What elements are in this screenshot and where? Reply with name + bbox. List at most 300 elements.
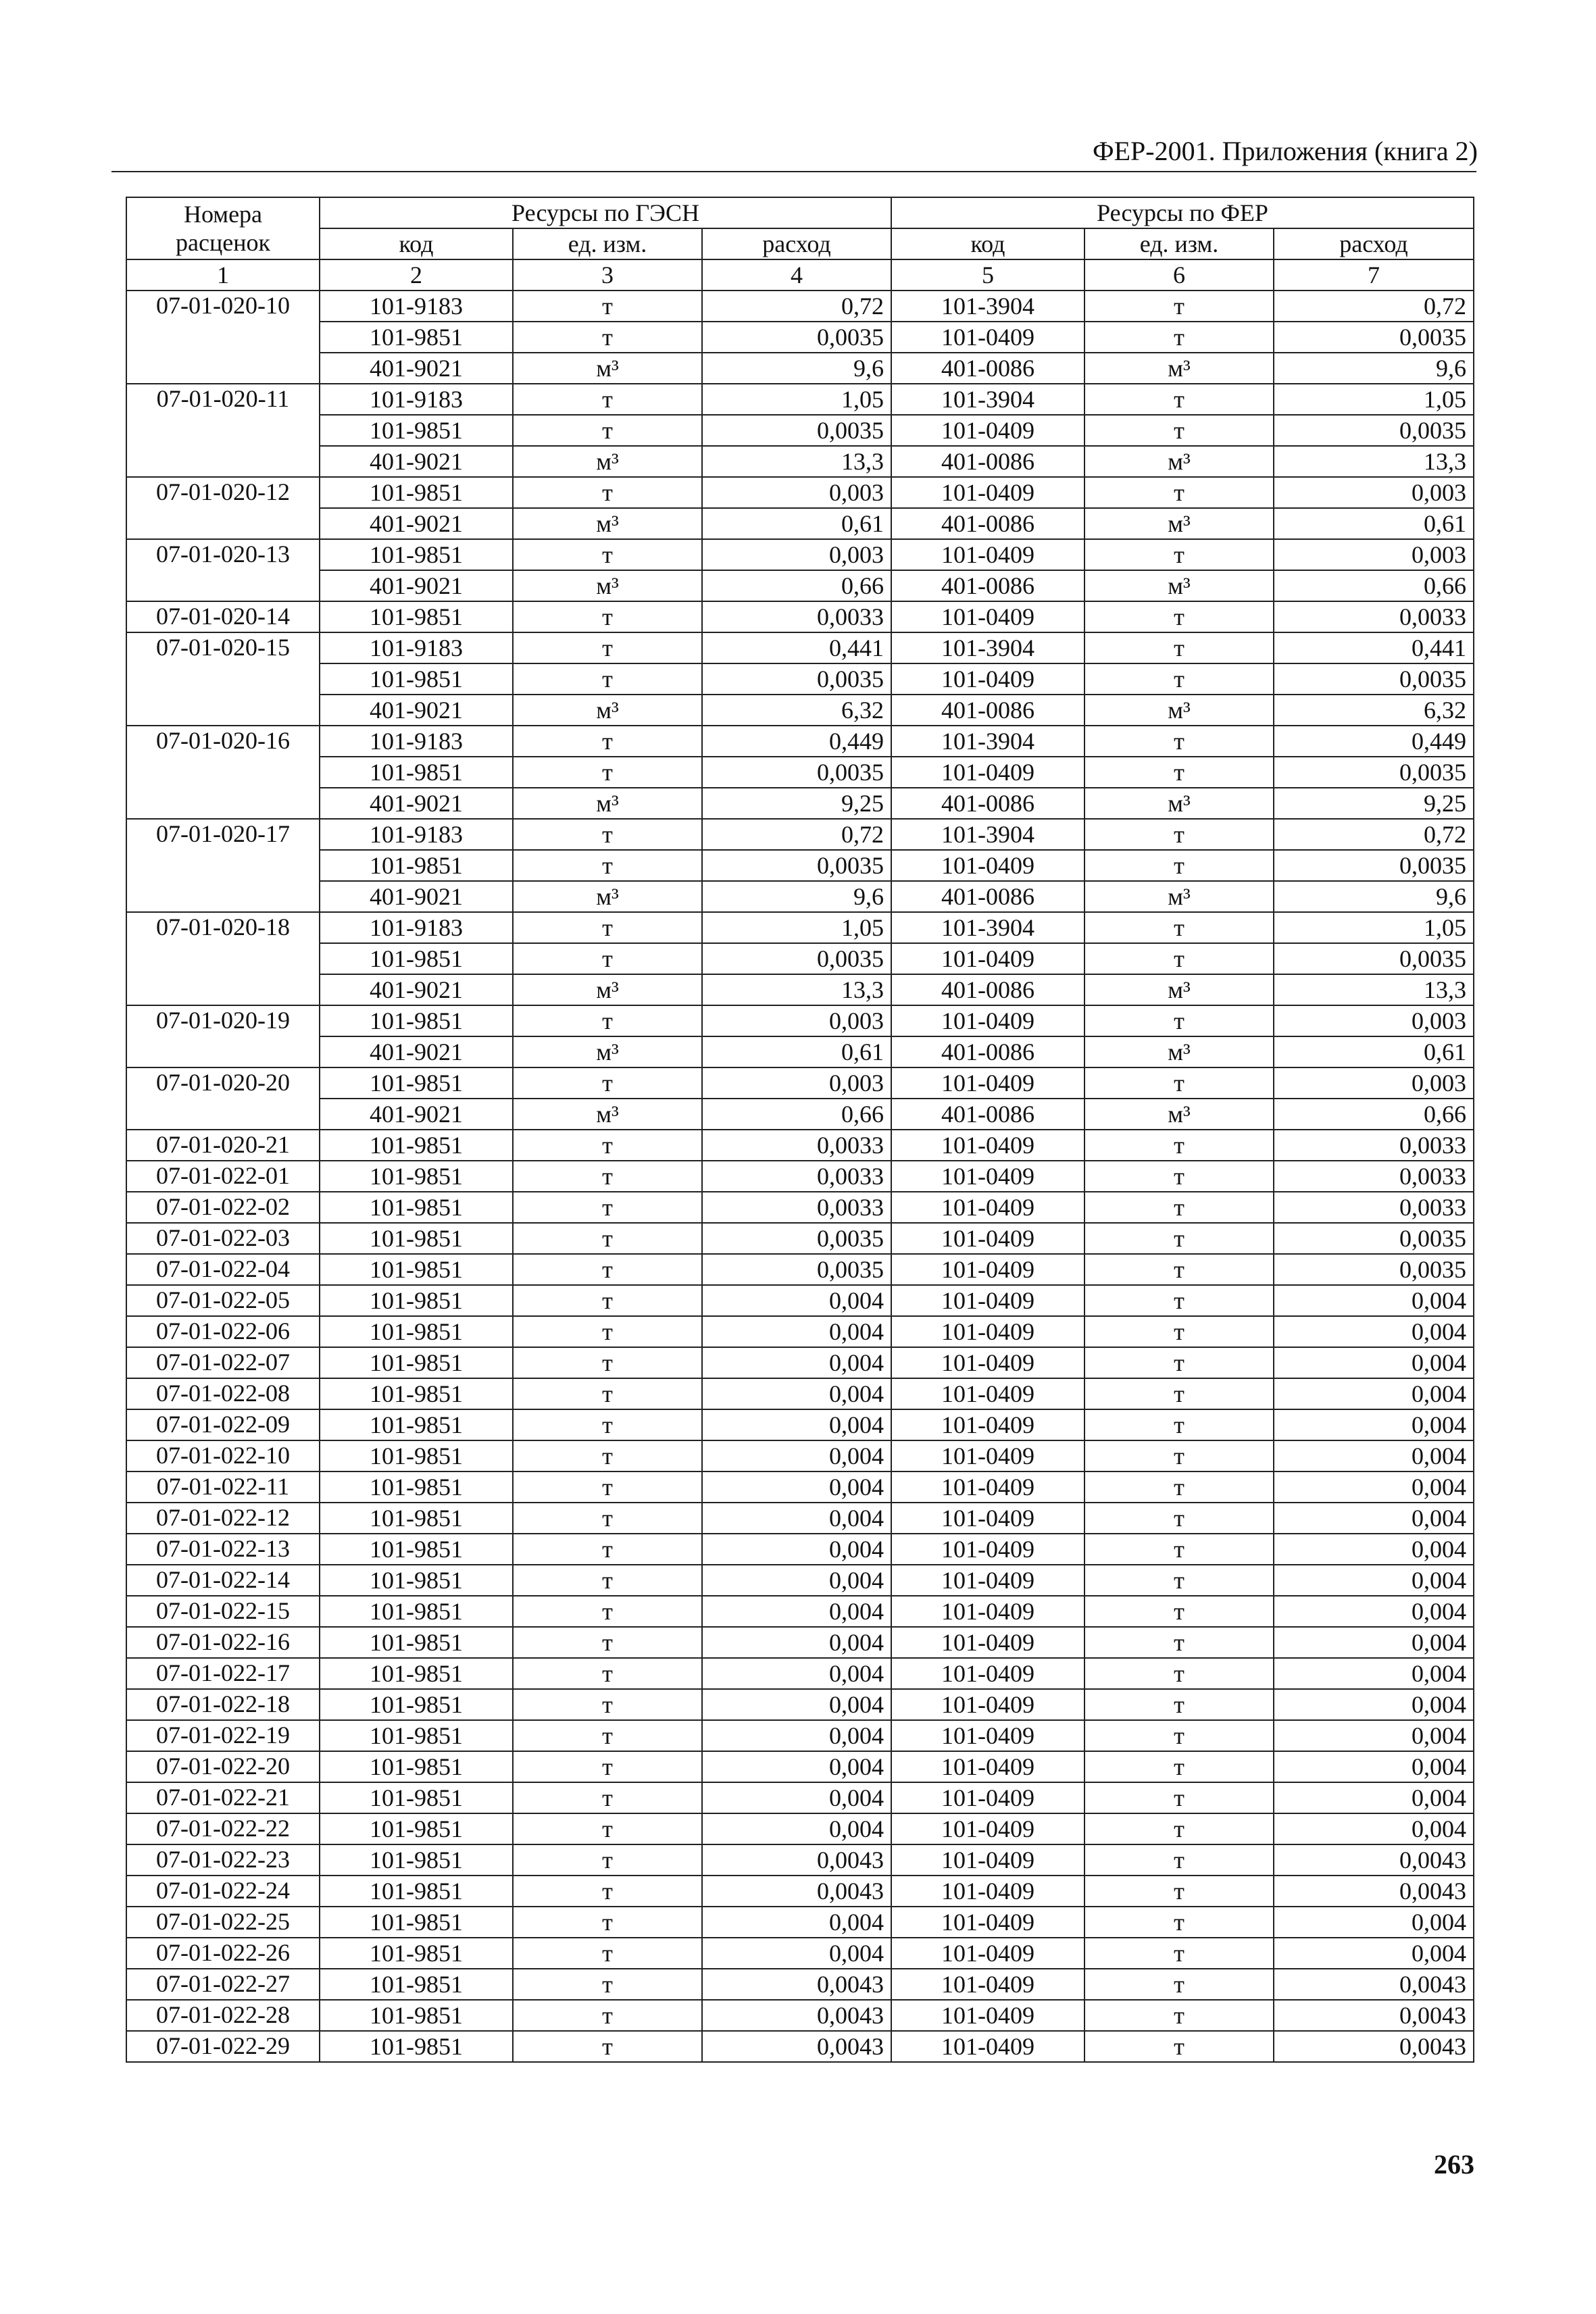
table-row bbox=[126, 1876, 1474, 1907]
gesn-code-cell: 401-9021 bbox=[320, 881, 513, 912]
rate-number: 07-01-022-11 bbox=[126, 1472, 320, 1503]
rate-number: 07-01-022-17 bbox=[126, 1658, 320, 1689]
rate-number: 07-01-022-18 bbox=[126, 1689, 320, 1720]
rate-number: 07-01-020-17 bbox=[126, 819, 320, 912]
fer-consumption-cell: 0,004 bbox=[1274, 1565, 1474, 1596]
fer-consumption-cell: 0,004 bbox=[1274, 1316, 1474, 1347]
gesn-code-cell: 101-9851 bbox=[320, 601, 513, 632]
table-row bbox=[126, 2000, 1474, 2031]
rate-number: 07-01-022-04 bbox=[126, 1254, 320, 1285]
table-row bbox=[126, 819, 1474, 850]
fer-code-cell: 101-0409 bbox=[891, 1534, 1084, 1565]
table-row bbox=[126, 881, 1474, 912]
fer-consumption-cell: 0,004 bbox=[1274, 1720, 1474, 1751]
table-row bbox=[126, 539, 1474, 570]
fer-consumption-cell: 0,004 bbox=[1274, 1285, 1474, 1316]
gesn-consumption-cell: 0,61 bbox=[702, 508, 891, 539]
gesn-code-cell: 101-9851 bbox=[320, 1534, 513, 1565]
gesn-code-cell: 101-9851 bbox=[320, 1347, 513, 1378]
rate-number: 07-01-022-19 bbox=[126, 1720, 320, 1751]
table-row bbox=[126, 1130, 1474, 1161]
fer-consumption-cell: 0,004 bbox=[1274, 1378, 1474, 1409]
table-row bbox=[126, 446, 1474, 477]
gesn-code-cell: 101-9851 bbox=[320, 1658, 513, 1689]
rate-number: 07-01-022-05 bbox=[126, 1285, 320, 1316]
table-row bbox=[126, 757, 1474, 788]
fer-consumption-cell: 0,004 bbox=[1274, 1813, 1474, 1844]
gesn-unit-cell: т bbox=[513, 1689, 702, 1720]
gesn-unit-cell: т bbox=[513, 1503, 702, 1534]
fer-consumption-cell: 0,0033 bbox=[1274, 1130, 1474, 1161]
rate-number: 07-01-022-07 bbox=[126, 1347, 320, 1378]
gesn-consumption-cell: 1,05 bbox=[702, 384, 891, 415]
gesn-unit-cell: т bbox=[513, 477, 702, 508]
fer-code-cell: 101-0409 bbox=[891, 1254, 1084, 1285]
fer-code-cell: 101-3904 bbox=[891, 912, 1084, 943]
col-rates-header: Номера расценок bbox=[126, 197, 320, 259]
column-number: 7 bbox=[1274, 259, 1474, 291]
column-number: 1 bbox=[126, 259, 320, 291]
gesn-unit-cell: т bbox=[513, 663, 702, 695]
fer-unit-cell: т bbox=[1084, 1285, 1274, 1316]
fer-code-cell: 101-0409 bbox=[891, 1813, 1084, 1844]
fer-consumption-cell: 0,004 bbox=[1274, 1347, 1474, 1378]
fer-unit-cell: т bbox=[1084, 1658, 1274, 1689]
fer-unit-cell: т bbox=[1084, 1409, 1274, 1440]
fer-code-cell: 101-0409 bbox=[891, 1161, 1084, 1192]
table-row bbox=[126, 1409, 1474, 1440]
fer-code-cell: 101-0409 bbox=[891, 1596, 1084, 1627]
fer-consumption-cell: 9,25 bbox=[1274, 788, 1474, 819]
gesn-code-cell: 101-9851 bbox=[320, 1440, 513, 1472]
fer-unit-cell: т bbox=[1084, 1565, 1274, 1596]
gesn-code-cell: 101-9851 bbox=[320, 850, 513, 881]
fer-consumption-cell: 0,003 bbox=[1274, 1005, 1474, 1036]
gesn-unit-cell: т bbox=[513, 1844, 702, 1876]
rate-number: 07-01-022-27 bbox=[126, 1969, 320, 2000]
table-row bbox=[126, 601, 1474, 632]
fer-code-cell: 401-0086 bbox=[891, 570, 1084, 601]
table-row bbox=[126, 570, 1474, 601]
fer-consumption-cell: 0,004 bbox=[1274, 1596, 1474, 1627]
fer-consumption-cell: 0,003 bbox=[1274, 1067, 1474, 1099]
fer-consumption-cell: 0,004 bbox=[1274, 1751, 1474, 1782]
gesn-code-cell: 101-9851 bbox=[320, 1192, 513, 1223]
fer-code-cell: 401-0086 bbox=[891, 788, 1084, 819]
gesn-unit-cell: м³ bbox=[513, 446, 702, 477]
fer-code-cell: 401-0086 bbox=[891, 1036, 1084, 1067]
gesn-code-cell: 401-9021 bbox=[320, 788, 513, 819]
fer-unit-cell: т bbox=[1084, 1223, 1274, 1254]
fer-consumption-cell: 0,004 bbox=[1274, 1938, 1474, 1969]
rate-number: 07-01-022-20 bbox=[126, 1751, 320, 1782]
gesn-code-cell: 101-9851 bbox=[320, 1378, 513, 1409]
rate-number: 07-01-020-21 bbox=[126, 1130, 320, 1161]
fer-unit-cell: т bbox=[1084, 1720, 1274, 1751]
gesn-consumption-cell: 0,0043 bbox=[702, 2000, 891, 2031]
fer-consumption-header: расход bbox=[1274, 228, 1474, 259]
gesn-unit-cell: т bbox=[513, 1969, 702, 2000]
fer-unit-cell: т bbox=[1084, 1813, 1274, 1844]
fer-code-cell: 101-0409 bbox=[891, 1285, 1084, 1316]
fer-consumption-cell: 0,449 bbox=[1274, 726, 1474, 757]
table-row bbox=[126, 1658, 1474, 1689]
rate-number: 07-01-022-03 bbox=[126, 1223, 320, 1254]
gesn-code-cell: 101-9851 bbox=[320, 1720, 513, 1751]
fer-unit-cell: м³ bbox=[1084, 1036, 1274, 1067]
fer-consumption-cell: 0,004 bbox=[1274, 1503, 1474, 1534]
table-row bbox=[126, 508, 1474, 539]
fer-consumption-cell: 0,0043 bbox=[1274, 2000, 1474, 2031]
table-row bbox=[126, 291, 1474, 322]
gesn-unit-cell: т bbox=[513, 850, 702, 881]
fer-consumption-cell: 13,3 bbox=[1274, 974, 1474, 1005]
fer-unit-cell: т bbox=[1084, 632, 1274, 663]
fer-code-cell: 101-0409 bbox=[891, 322, 1084, 353]
gesn-unit-cell: т bbox=[513, 1876, 702, 1907]
gesn-unit-cell: т bbox=[513, 2031, 702, 2062]
fer-code-cell: 101-0409 bbox=[891, 1130, 1084, 1161]
table-row bbox=[126, 353, 1474, 384]
rate-number: 07-01-022-08 bbox=[126, 1378, 320, 1409]
gesn-code-cell: 101-9183 bbox=[320, 291, 513, 322]
gesn-unit-cell: т bbox=[513, 1005, 702, 1036]
gesn-code-cell: 101-9851 bbox=[320, 1067, 513, 1099]
fer-unit-cell: т bbox=[1084, 601, 1274, 632]
fer-code-cell: 101-0409 bbox=[891, 1720, 1084, 1751]
gesn-consumption-cell: 1,05 bbox=[702, 912, 891, 943]
fer-code-cell: 101-0409 bbox=[891, 477, 1084, 508]
rate-number: 07-01-022-10 bbox=[126, 1440, 320, 1472]
fer-consumption-cell: 0,0035 bbox=[1274, 1223, 1474, 1254]
gesn-unit-cell: т bbox=[513, 1782, 702, 1813]
fer-unit-cell: т bbox=[1084, 1689, 1274, 1720]
gesn-unit-cell: т bbox=[513, 819, 702, 850]
gesn-unit-cell: т bbox=[513, 1658, 702, 1689]
gesn-consumption-cell: 0,004 bbox=[702, 1782, 891, 1813]
fer-unit-cell: т bbox=[1084, 1876, 1274, 1907]
fer-unit-cell: т bbox=[1084, 1503, 1274, 1534]
fer-consumption-cell: 0,0035 bbox=[1274, 322, 1474, 353]
column-number: 5 bbox=[891, 259, 1084, 291]
fer-code-cell: 401-0086 bbox=[891, 1099, 1084, 1130]
fer-code-cell: 101-3904 bbox=[891, 384, 1084, 415]
gesn-consumption-cell: 0,004 bbox=[702, 1627, 891, 1658]
gesn-consumption-cell: 0,004 bbox=[702, 1658, 891, 1689]
fer-unit-cell: м³ bbox=[1084, 1099, 1274, 1130]
table-row bbox=[126, 2031, 1474, 2062]
gesn-unit-cell: т bbox=[513, 2000, 702, 2031]
rate-number: 07-01-022-25 bbox=[126, 1907, 320, 1938]
gesn-code-cell: 101-9851 bbox=[320, 1844, 513, 1876]
rate-number: 07-01-020-14 bbox=[126, 601, 320, 632]
gesn-consumption-cell: 6,32 bbox=[702, 695, 891, 726]
fer-unit-cell: т bbox=[1084, 1378, 1274, 1409]
gesn-unit-cell: т bbox=[513, 1440, 702, 1472]
gesn-code-cell: 101-9851 bbox=[320, 663, 513, 695]
fer-consumption-cell: 0,004 bbox=[1274, 1534, 1474, 1565]
fer-consumption-cell: 0,0043 bbox=[1274, 2031, 1474, 2062]
rate-number: 07-01-022-16 bbox=[126, 1627, 320, 1658]
gesn-unit-cell: т bbox=[513, 1938, 702, 1969]
fer-consumption-cell: 0,0035 bbox=[1274, 850, 1474, 881]
gesn-consumption-cell: 0,004 bbox=[702, 1689, 891, 1720]
gesn-unit-cell: т bbox=[513, 1067, 702, 1099]
gesn-unit-cell: т bbox=[513, 943, 702, 974]
fer-code-cell: 101-0409 bbox=[891, 1876, 1084, 1907]
gesn-consumption-cell: 0,0033 bbox=[702, 1161, 891, 1192]
gesn-consumption-cell: 0,004 bbox=[702, 1751, 891, 1782]
fer-unit-cell: т bbox=[1084, 912, 1274, 943]
fer-code-cell: 101-0409 bbox=[891, 850, 1084, 881]
fer-code-cell: 101-0409 bbox=[891, 1689, 1084, 1720]
fer-consumption-cell: 0,004 bbox=[1274, 1440, 1474, 1472]
fer-unit-cell: т bbox=[1084, 1596, 1274, 1627]
group-gesn-header: Ресурсы по ГЭСН bbox=[320, 197, 891, 228]
table-row bbox=[126, 1192, 1474, 1223]
gesn-consumption-cell: 0,0035 bbox=[702, 850, 891, 881]
gesn-code-cell: 101-9851 bbox=[320, 1472, 513, 1503]
gesn-unit-cell: т bbox=[513, 1813, 702, 1844]
gesn-code-cell: 101-9851 bbox=[320, 1969, 513, 2000]
table-row bbox=[126, 1036, 1474, 1067]
gesn-unit-cell: т bbox=[513, 601, 702, 632]
group-fer-header: Ресурсы по ФЕР bbox=[891, 197, 1474, 228]
fer-unit-cell: т bbox=[1084, 1844, 1274, 1876]
gesn-consumption-cell: 0,66 bbox=[702, 570, 891, 601]
gesn-code-cell: 101-9851 bbox=[320, 1627, 513, 1658]
gesn-code-cell: 101-9851 bbox=[320, 1689, 513, 1720]
table-row bbox=[126, 1627, 1474, 1658]
table-row bbox=[126, 943, 1474, 974]
gesn-consumption-cell: 0,004 bbox=[702, 1378, 891, 1409]
rate-number: 07-01-022-21 bbox=[126, 1782, 320, 1813]
fer-consumption-cell: 0,0043 bbox=[1274, 1844, 1474, 1876]
gesn-unit-cell: т bbox=[513, 322, 702, 353]
gesn-consumption-cell: 0,004 bbox=[702, 1907, 891, 1938]
table-row bbox=[126, 1378, 1474, 1409]
gesn-unit-cell: т bbox=[513, 632, 702, 663]
gesn-code-cell: 101-9851 bbox=[320, 1005, 513, 1036]
gesn-code-cell: 101-9851 bbox=[320, 2031, 513, 2062]
fer-consumption-cell: 0,72 bbox=[1274, 291, 1474, 322]
table-row bbox=[126, 1751, 1474, 1782]
gesn-consumption-cell: 0,004 bbox=[702, 1285, 891, 1316]
page-number: 263 bbox=[1434, 2149, 1474, 2180]
gesn-code-cell: 101-9851 bbox=[320, 943, 513, 974]
fer-unit-cell: т bbox=[1084, 1907, 1274, 1938]
fer-consumption-cell: 0,0035 bbox=[1274, 415, 1474, 446]
gesn-code-cell: 401-9021 bbox=[320, 1099, 513, 1130]
fer-code-cell: 101-0409 bbox=[891, 1316, 1084, 1347]
fer-code-cell: 101-0409 bbox=[891, 415, 1084, 446]
fer-unit-cell: т bbox=[1084, 1969, 1274, 2000]
gesn-consumption-cell: 0,003 bbox=[702, 477, 891, 508]
fer-code-cell: 101-0409 bbox=[891, 601, 1084, 632]
table-row bbox=[126, 1689, 1474, 1720]
table-row bbox=[126, 477, 1474, 508]
gesn-unit-cell: т bbox=[513, 1720, 702, 1751]
rate-number: 07-01-020-19 bbox=[126, 1005, 320, 1067]
table-row bbox=[126, 1254, 1474, 1285]
gesn-consumption-cell: 0,66 bbox=[702, 1099, 891, 1130]
table-row bbox=[126, 695, 1474, 726]
gesn-consumption-cell: 0,004 bbox=[702, 1813, 891, 1844]
fer-unit-cell: т bbox=[1084, 415, 1274, 446]
fer-unit-cell: т bbox=[1084, 291, 1274, 322]
gesn-unit-cell: т bbox=[513, 1223, 702, 1254]
gesn-code-cell: 101-9851 bbox=[320, 1876, 513, 1907]
fer-consumption-cell: 0,003 bbox=[1274, 539, 1474, 570]
gesn-unit-cell: т bbox=[513, 384, 702, 415]
table-row bbox=[126, 415, 1474, 446]
table-row bbox=[126, 632, 1474, 663]
fer-code-cell: 101-3904 bbox=[891, 726, 1084, 757]
fer-consumption-cell: 1,05 bbox=[1274, 384, 1474, 415]
gesn-code-cell: 101-9851 bbox=[320, 1223, 513, 1254]
fer-code-cell: 101-0409 bbox=[891, 1347, 1084, 1378]
gesn-unit-cell: т bbox=[513, 1907, 702, 1938]
fer-unit-cell: т bbox=[1084, 477, 1274, 508]
table-row bbox=[126, 1844, 1474, 1876]
gesn-code-cell: 101-9851 bbox=[320, 1503, 513, 1534]
fer-code-cell: 101-0409 bbox=[891, 1844, 1084, 1876]
fer-unit-cell: т bbox=[1084, 1161, 1274, 1192]
gesn-code-cell: 101-9851 bbox=[320, 1782, 513, 1813]
fer-code-header: код bbox=[891, 228, 1084, 259]
fer-code-cell: 401-0086 bbox=[891, 974, 1084, 1005]
gesn-consumption-cell: 0,0033 bbox=[702, 1192, 891, 1223]
table-row bbox=[126, 1440, 1474, 1472]
gesn-unit-cell: т bbox=[513, 1627, 702, 1658]
rate-number: 07-01-020-11 bbox=[126, 384, 320, 477]
fer-code-cell: 101-0409 bbox=[891, 1440, 1084, 1472]
fer-consumption-cell: 0,004 bbox=[1274, 1658, 1474, 1689]
fer-consumption-cell: 0,004 bbox=[1274, 1627, 1474, 1658]
gesn-unit-cell: т bbox=[513, 912, 702, 943]
table-row bbox=[126, 1503, 1474, 1534]
table-row bbox=[126, 1285, 1474, 1316]
fer-code-cell: 101-0409 bbox=[891, 943, 1084, 974]
gesn-unit-cell: т bbox=[513, 1534, 702, 1565]
gesn-consumption-cell: 0,003 bbox=[702, 1005, 891, 1036]
gesn-unit-cell: м³ bbox=[513, 788, 702, 819]
fer-code-cell: 101-0409 bbox=[891, 1658, 1084, 1689]
table-row bbox=[126, 1720, 1474, 1751]
gesn-unit-cell: м³ bbox=[513, 1036, 702, 1067]
fer-unit-cell: т bbox=[1084, 1938, 1274, 1969]
gesn-consumption-cell: 9,25 bbox=[702, 788, 891, 819]
gesn-code-cell: 401-9021 bbox=[320, 446, 513, 477]
gesn-code-cell: 101-9183 bbox=[320, 819, 513, 850]
gesn-consumption-cell: 0,0043 bbox=[702, 1876, 891, 1907]
gesn-code-cell: 101-9851 bbox=[320, 1813, 513, 1844]
gesn-consumption-cell: 0,72 bbox=[702, 819, 891, 850]
gesn-code-cell: 101-9851 bbox=[320, 1130, 513, 1161]
gesn-consumption-cell: 0,004 bbox=[702, 1440, 891, 1472]
fer-unit-cell: т bbox=[1084, 1751, 1274, 1782]
fer-code-cell: 101-0409 bbox=[891, 2000, 1084, 2031]
rate-number: 07-01-022-12 bbox=[126, 1503, 320, 1534]
fer-code-cell: 101-0409 bbox=[891, 1378, 1084, 1409]
gesn-consumption-cell: 0,004 bbox=[702, 1938, 891, 1969]
table-row bbox=[126, 1472, 1474, 1503]
column-numbers-row bbox=[126, 259, 1474, 291]
fer-code-cell: 101-0409 bbox=[891, 2031, 1084, 2062]
table-row bbox=[126, 322, 1474, 353]
gesn-code-cell: 101-9851 bbox=[320, 2000, 513, 2031]
gesn-code-cell: 401-9021 bbox=[320, 695, 513, 726]
gesn-consumption-cell: 0,0043 bbox=[702, 1844, 891, 1876]
gesn-consumption-cell: 0,004 bbox=[702, 1347, 891, 1378]
column-number: 2 bbox=[320, 259, 513, 291]
gesn-code-cell: 401-9021 bbox=[320, 353, 513, 384]
fer-code-cell: 101-0409 bbox=[891, 1223, 1084, 1254]
gesn-code-cell: 101-9851 bbox=[320, 415, 513, 446]
table-row bbox=[126, 1782, 1474, 1813]
gesn-unit-cell: т bbox=[513, 726, 702, 757]
fer-unit-cell: т bbox=[1084, 1316, 1274, 1347]
gesn-code-cell: 101-9851 bbox=[320, 1161, 513, 1192]
fer-consumption-cell: 0,441 bbox=[1274, 632, 1474, 663]
table-row bbox=[126, 1813, 1474, 1844]
gesn-unit-cell: м³ bbox=[513, 881, 702, 912]
fer-code-cell: 101-3904 bbox=[891, 632, 1084, 663]
rate-number: 07-01-022-09 bbox=[126, 1409, 320, 1440]
table-row bbox=[126, 974, 1474, 1005]
fer-unit-cell: т bbox=[1084, 1254, 1274, 1285]
gesn-consumption-cell: 9,6 bbox=[702, 353, 891, 384]
fer-consumption-cell: 0,004 bbox=[1274, 1782, 1474, 1813]
table-row bbox=[126, 1067, 1474, 1099]
fer-unit-cell: т bbox=[1084, 1627, 1274, 1658]
fer-unit-cell: т bbox=[1084, 943, 1274, 974]
gesn-unit-cell: т bbox=[513, 1316, 702, 1347]
fer-code-cell: 101-0409 bbox=[891, 1409, 1084, 1440]
fer-consumption-cell: 0,0035 bbox=[1274, 757, 1474, 788]
gesn-consumption-cell: 0,004 bbox=[702, 1409, 891, 1440]
fer-unit-cell: т bbox=[1084, 663, 1274, 695]
fer-code-cell: 101-0409 bbox=[891, 1627, 1084, 1658]
gesn-unit-cell: т bbox=[513, 1409, 702, 1440]
gesn-code-cell: 101-9183 bbox=[320, 912, 513, 943]
gesn-consumption-cell: 0,61 bbox=[702, 1036, 891, 1067]
table-body bbox=[126, 291, 1474, 2062]
header-rule bbox=[111, 171, 1476, 172]
gesn-code-cell: 401-9021 bbox=[320, 508, 513, 539]
gesn-unit-cell: т bbox=[513, 1378, 702, 1409]
gesn-unit-cell: т bbox=[513, 1161, 702, 1192]
gesn-consumption-cell: 0,0035 bbox=[702, 1254, 891, 1285]
gesn-code-cell: 101-9851 bbox=[320, 1285, 513, 1316]
gesn-unit-cell: т bbox=[513, 1347, 702, 1378]
fer-consumption-cell: 9,6 bbox=[1274, 881, 1474, 912]
gesn-code-header: код bbox=[320, 228, 513, 259]
fer-code-cell: 101-0409 bbox=[891, 1969, 1084, 2000]
fer-code-cell: 101-0409 bbox=[891, 1005, 1084, 1036]
fer-code-cell: 101-0409 bbox=[891, 663, 1084, 695]
fer-consumption-cell: 0,004 bbox=[1274, 1907, 1474, 1938]
table-row bbox=[126, 663, 1474, 695]
fer-consumption-cell: 0,0033 bbox=[1274, 1192, 1474, 1223]
table-row bbox=[126, 1565, 1474, 1596]
fer-consumption-cell: 0,0033 bbox=[1274, 601, 1474, 632]
fer-code-cell: 101-0409 bbox=[891, 1192, 1084, 1223]
fer-unit-cell: т bbox=[1084, 819, 1274, 850]
gesn-code-cell: 101-9851 bbox=[320, 757, 513, 788]
rate-number: 07-01-022-23 bbox=[126, 1844, 320, 1876]
gesn-code-cell: 101-9183 bbox=[320, 726, 513, 757]
